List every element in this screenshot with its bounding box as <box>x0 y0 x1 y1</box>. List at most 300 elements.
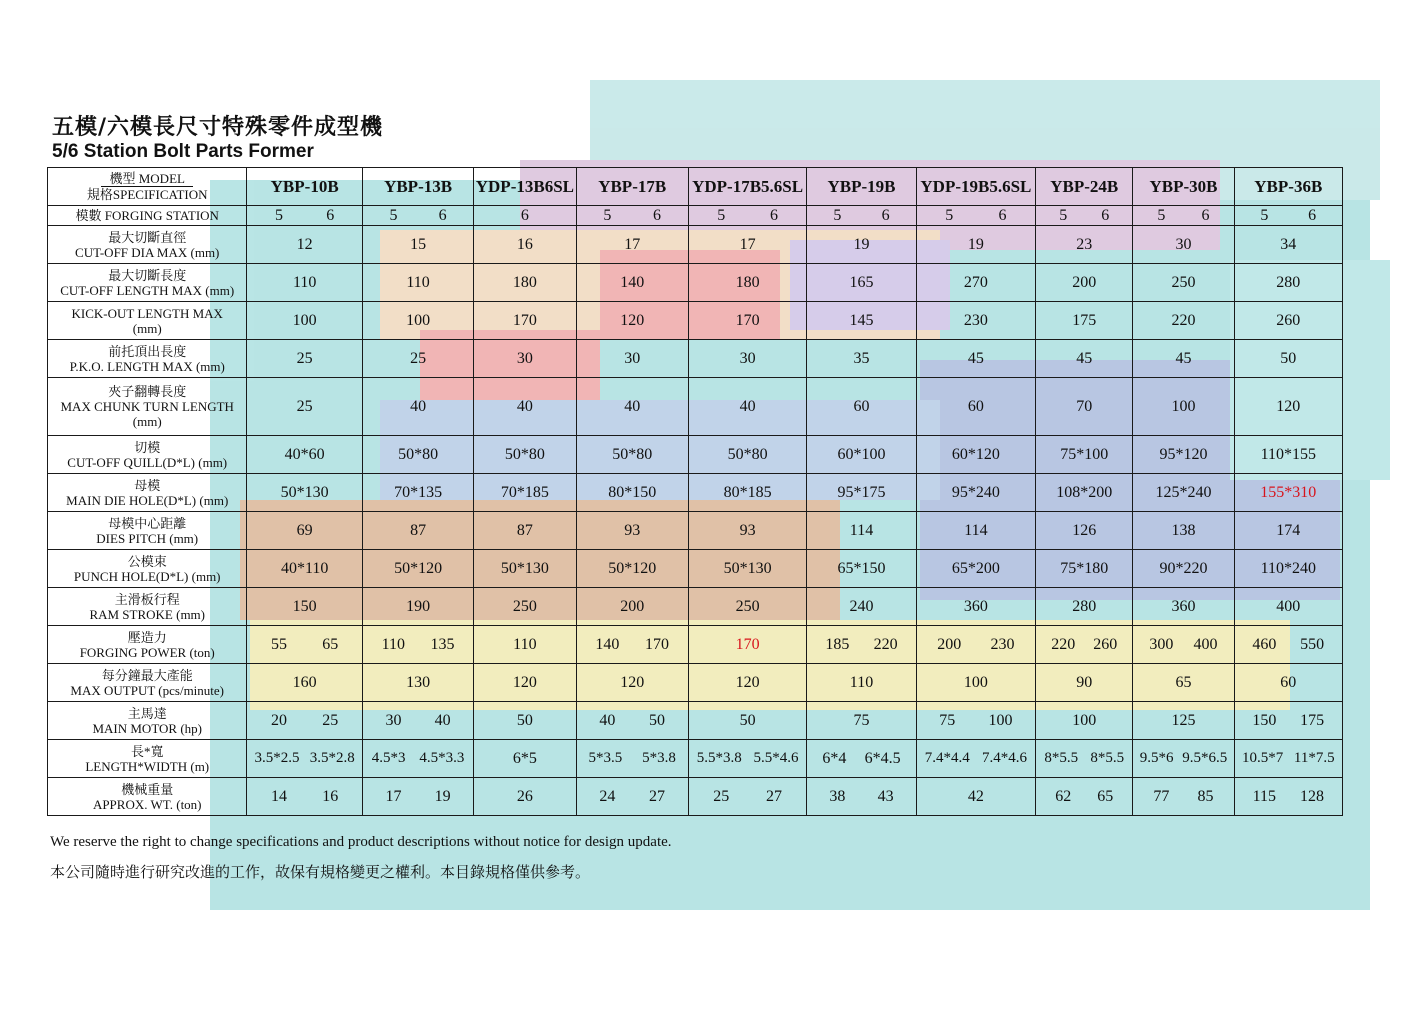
spec-cell <box>688 664 806 702</box>
spec-value: 150 <box>292 598 317 615</box>
row-label-line: 母模中心距離 <box>108 515 187 531</box>
spec-cell <box>1133 588 1234 626</box>
row-label-line: (mm) <box>132 320 162 336</box>
model-header: YBP-36B <box>1234 168 1342 206</box>
spec-value: 220 <box>873 636 898 653</box>
spec-value: 110 <box>406 274 430 291</box>
spec-value: 23 <box>1076 236 1093 253</box>
spec-value: 16 <box>516 236 533 253</box>
spec-value: 128 <box>1299 788 1324 805</box>
row-label-line: 長*寬 <box>130 743 164 759</box>
spec-value: 175 <box>1072 312 1097 329</box>
row-label-line: FORGING POWER (ton) <box>79 644 215 660</box>
spec-value: 90 <box>1076 674 1093 691</box>
spec-cell <box>576 474 688 512</box>
row-label <box>48 740 247 778</box>
spec-value: 175 <box>1300 712 1325 729</box>
spec-value: 70 <box>1076 398 1093 415</box>
spec-cell <box>362 474 473 512</box>
spec-cell <box>688 626 806 664</box>
spec-value: 50*80 <box>612 446 653 463</box>
row-label-line: 公模束 <box>127 553 167 569</box>
spec-cell <box>688 778 806 816</box>
spec-cell <box>807 702 916 740</box>
spec-row <box>48 436 1343 474</box>
spec-cell <box>362 264 473 302</box>
row-label-line: 前托頂出長度 <box>108 343 187 359</box>
spec-value: 125 <box>1171 712 1196 729</box>
spec-value: 250 <box>735 598 760 615</box>
spec-value: 6 <box>438 207 447 224</box>
spec-cell <box>688 512 806 550</box>
model-header: YDP-19B5.6SL <box>916 168 1035 206</box>
spec-value: 230 <box>990 636 1015 653</box>
row-label-line: MAX CHUNK TURN LENGTH <box>60 399 234 414</box>
spec-value: 40 <box>410 398 427 415</box>
spec-value: 6 <box>1201 207 1210 224</box>
row-label-line: 主滑板行程 <box>114 591 180 607</box>
spec-value: 150 <box>1252 712 1277 729</box>
spec-value: 280 <box>1276 274 1301 291</box>
spec-cell <box>1036 206 1133 226</box>
spec-row <box>48 550 1343 588</box>
spec-value: 60*120 <box>951 446 1000 463</box>
spec-table-body <box>48 206 1343 816</box>
row-label <box>48 340 247 378</box>
spec-value: 7.4*4.4 <box>924 750 970 766</box>
spec-cell <box>576 778 688 816</box>
model-header: YDP-17B5.6SL <box>688 168 806 206</box>
spec-cell <box>1234 702 1342 740</box>
spec-cell <box>916 302 1035 340</box>
spec-value: 180 <box>735 274 760 291</box>
spec-value: 170 <box>512 312 537 329</box>
spec-value: 114 <box>849 522 874 539</box>
spec-cell <box>1234 474 1342 512</box>
spec-value: 25 <box>296 350 313 367</box>
spec-value: 170 <box>645 636 670 653</box>
spec-value: 125*240 <box>1155 484 1212 501</box>
spec-cell <box>1036 378 1133 436</box>
spec-cell <box>1133 550 1234 588</box>
spec-cell <box>576 378 688 436</box>
spec-cell <box>807 436 916 474</box>
spec-value: 38 <box>829 788 846 805</box>
disclaimer-english: We reserve the right to change specifications and product descriptions without notice for design update. <box>50 834 672 850</box>
spec-value: 50 <box>516 712 533 729</box>
spec-cell <box>807 302 916 340</box>
spec-cell <box>474 378 576 436</box>
spec-value: 6 <box>520 207 529 224</box>
spec-value: 120 <box>620 674 645 691</box>
spec-value: 8*5.5 <box>1090 750 1125 766</box>
spec-value: 174 <box>1276 522 1301 539</box>
spec-cell <box>916 512 1035 550</box>
spec-cell <box>688 302 806 340</box>
row-label <box>48 588 247 626</box>
spec-value: 27 <box>765 788 782 805</box>
spec-cell <box>576 206 688 226</box>
spec-row <box>48 588 1343 626</box>
spec-cell <box>1036 740 1133 778</box>
spec-cell <box>807 778 916 816</box>
spec-row <box>48 340 1343 378</box>
spec-value: 40 <box>739 398 756 415</box>
spec-cell <box>576 702 688 740</box>
spec-row <box>48 474 1343 512</box>
row-label-line: (mm) <box>132 414 162 429</box>
row-label-line: MAIN DIE HOLE(D*L) (mm) <box>66 492 229 508</box>
spec-cell <box>1036 302 1133 340</box>
spec-cell <box>576 226 688 264</box>
spec-value: 6*4 <box>822 750 847 767</box>
spec-value: 34 <box>1280 236 1297 253</box>
spec-value: 135 <box>430 636 455 653</box>
row-label <box>48 378 247 436</box>
spec-cell <box>1036 550 1133 588</box>
spec-cell <box>247 302 362 340</box>
spec-value: 460 <box>1252 636 1277 653</box>
spec-cell <box>688 436 806 474</box>
spec-value: 87 <box>410 522 427 539</box>
spec-value: 5*3.5 <box>588 750 623 766</box>
spec-value: 75 <box>939 712 956 729</box>
spec-cell <box>1133 626 1234 664</box>
spec-cell <box>916 474 1035 512</box>
spec-value: 35 <box>853 350 870 367</box>
spec-value: 400 <box>1276 598 1301 615</box>
spec-value: 30 <box>1175 236 1192 253</box>
spec-cell <box>362 702 473 740</box>
spec-value: 10.5*7 <box>1241 750 1284 766</box>
row-label <box>48 264 247 302</box>
spec-value: 43 <box>877 788 894 805</box>
spec-cell <box>247 626 362 664</box>
spec-cell <box>1036 340 1133 378</box>
spec-row <box>48 378 1343 436</box>
row-label-line: CUT-OFF DIA MAX (mm) <box>75 244 220 260</box>
spec-cell <box>1133 664 1234 702</box>
spec-cell <box>247 340 362 378</box>
row-label <box>48 512 247 550</box>
spec-value: 50*80 <box>727 446 768 463</box>
spec-value: 14 <box>271 788 288 805</box>
row-label <box>48 436 247 474</box>
row-label <box>48 226 247 264</box>
spec-cell <box>1234 512 1342 550</box>
row-label-line: MAX OUTPUT (pcs/minute) <box>70 682 225 698</box>
spec-cell <box>1234 206 1342 226</box>
spec-cell <box>362 626 473 664</box>
spec-value: 77 <box>1153 788 1170 805</box>
row-label <box>48 550 247 588</box>
spec-cell <box>916 740 1035 778</box>
spec-cell <box>688 588 806 626</box>
spec-value: 100 <box>1072 712 1097 729</box>
spec-row <box>48 626 1343 664</box>
spec-value: 114 <box>964 522 988 539</box>
spec-cell <box>1036 436 1133 474</box>
spec-value: 250 <box>512 598 537 615</box>
row-label-line: P.K.O. LENGTH MAX (mm) <box>69 358 225 374</box>
spec-cell <box>1133 302 1234 340</box>
spec-value: 55 <box>271 636 288 653</box>
spec-cell <box>1133 378 1234 436</box>
spec-cell <box>474 340 576 378</box>
spec-value: 170 <box>735 636 760 653</box>
spec-row <box>48 664 1343 702</box>
spec-value: 3.5*2.5 <box>254 750 300 766</box>
row-label-line: 機械重量 <box>121 781 174 797</box>
spec-value: 6 <box>881 207 890 224</box>
spec-cell <box>362 512 473 550</box>
spec-cell <box>474 474 576 512</box>
spec-cell <box>807 378 916 436</box>
spec-value: 60 <box>853 398 870 415</box>
spec-cell <box>576 512 688 550</box>
row-label <box>48 702 247 740</box>
spec-cell <box>362 378 473 436</box>
spec-cell <box>1234 226 1342 264</box>
spec-cell <box>247 436 362 474</box>
spec-row <box>48 206 1343 226</box>
spec-value: 108*200 <box>1056 484 1113 501</box>
model-header: YDP-13B6SL <box>474 168 576 206</box>
spec-cell <box>807 588 916 626</box>
spec-value: 155*310 <box>1260 484 1317 501</box>
spec-value: 6 <box>769 207 778 224</box>
spec-value: 120 <box>735 674 760 691</box>
spec-value: 30 <box>624 350 641 367</box>
spec-value: 9.5*6.5 <box>1182 750 1228 766</box>
spec-value: 110 <box>292 274 317 291</box>
spec-cell <box>1036 588 1133 626</box>
spec-cell <box>916 436 1035 474</box>
spec-cell <box>916 550 1035 588</box>
spec-value: 50*120 <box>394 560 443 577</box>
spec-value: 6*5 <box>512 750 537 767</box>
spec-value: 65*200 <box>951 560 1000 577</box>
spec-value: 300 <box>1149 636 1174 653</box>
spec-value: 65*150 <box>837 560 886 577</box>
spec-value: 11*7.5 <box>1293 750 1335 766</box>
spec-cell <box>576 302 688 340</box>
spec-value: 40 <box>599 712 616 729</box>
spec-value: 270 <box>963 274 988 291</box>
spec-cell <box>362 664 473 702</box>
spec-value: 50*120 <box>608 560 657 577</box>
spec-cell <box>1036 264 1133 302</box>
spec-value: 100 <box>406 312 431 329</box>
spec-value: 95*175 <box>837 484 886 501</box>
spec-cell <box>1234 740 1342 778</box>
spec-cell <box>1234 302 1342 340</box>
spec-value: 70*185 <box>500 484 549 501</box>
spec-value: 65 <box>322 636 339 653</box>
spec-value: 110 <box>513 636 537 653</box>
spec-value: 30 <box>385 712 402 729</box>
header-row <box>48 168 1343 206</box>
spec-cell <box>1234 664 1342 702</box>
spec-cell <box>474 664 576 702</box>
spec-cell <box>1234 626 1342 664</box>
row-label-line: MAIN MOTOR (hp) <box>92 720 202 736</box>
spec-cell <box>576 626 688 664</box>
disclaimer-chinese: 本公司隨時進行研究改進的工作，故保有規格變更之權利。本目錄規格僅供參考。 <box>50 863 591 881</box>
row-label-line: APPROX. WT. (ton) <box>92 796 202 812</box>
spec-value: 126 <box>1072 522 1097 539</box>
spec-value: 80*150 <box>608 484 657 501</box>
spec-value: 50*130 <box>280 484 329 501</box>
spec-value: 19 <box>853 236 870 253</box>
spec-cell <box>474 740 576 778</box>
spec-cell <box>576 436 688 474</box>
spec-value: 50 <box>649 712 666 729</box>
spec-cell <box>688 702 806 740</box>
row-label-line: CUT-OFF QUILL(D*L) (mm) <box>67 454 228 470</box>
spec-value: 110*240 <box>1260 560 1316 577</box>
spec-value: 50*80 <box>504 446 545 463</box>
spec-cell <box>474 778 576 816</box>
spec-cell <box>807 264 916 302</box>
row-label-line: 切模 <box>134 439 161 455</box>
spec-value: 26 <box>516 788 533 805</box>
spec-cell <box>807 340 916 378</box>
spec-cell <box>1036 226 1133 264</box>
spec-value: 5 <box>603 207 612 224</box>
spec-value: 5*3.8 <box>642 750 676 766</box>
spec-cell <box>576 550 688 588</box>
spec-value: 50*80 <box>398 446 439 463</box>
spec-value: 45 <box>1175 350 1192 367</box>
row-label <box>48 206 247 226</box>
spec-value: 5 <box>945 207 954 224</box>
spec-cell <box>1133 264 1234 302</box>
spec-value: 400 <box>1193 636 1218 653</box>
spec-cell <box>474 550 576 588</box>
spec-row <box>48 740 1343 778</box>
spec-value: 80*185 <box>723 484 772 501</box>
row-label-line: 最大切斷直徑 <box>108 229 187 245</box>
spec-cell <box>474 512 576 550</box>
spec-value: 87 <box>516 522 533 539</box>
spec-value: 17 <box>385 788 402 805</box>
spec-cell <box>688 206 806 226</box>
spec-value: 70*135 <box>394 484 443 501</box>
model-label: 機型 MODEL <box>101 171 192 187</box>
spec-cell <box>688 340 806 378</box>
row-label-line: CUT-OFF LENGTH MAX (mm) <box>60 282 235 298</box>
spec-cell <box>247 206 362 226</box>
spec-value: 165 <box>849 274 874 291</box>
spec-table <box>47 167 1343 816</box>
spec-value: 5 <box>833 207 842 224</box>
spec-value: 40 <box>624 398 641 415</box>
spec-cell <box>1234 550 1342 588</box>
spec-value: 260 <box>1276 312 1301 329</box>
spec-cell <box>688 474 806 512</box>
spec-value: 240 <box>849 598 874 615</box>
spec-value: 200 <box>620 598 645 615</box>
spec-value: 40*110 <box>280 560 329 577</box>
spec-value: 30 <box>739 350 756 367</box>
spec-cell <box>916 340 1035 378</box>
spec-value: 170 <box>735 312 760 329</box>
spec-cell <box>916 588 1035 626</box>
spec-cell <box>916 664 1035 702</box>
spec-value: 17 <box>739 236 756 253</box>
spec-cell <box>362 302 473 340</box>
row-label <box>48 778 247 816</box>
spec-value: 4.5*3.3 <box>419 750 465 766</box>
spec-cell <box>1133 206 1234 226</box>
spec-value: 93 <box>739 522 756 539</box>
spec-value: 6*4.5 <box>864 750 901 767</box>
spec-value: 17 <box>624 236 641 253</box>
spec-value: 6 <box>998 207 1007 224</box>
spec-value: 7.4*4.6 <box>982 750 1028 766</box>
spec-value: 50*130 <box>723 560 772 577</box>
model-header: YBP-30B <box>1133 168 1234 206</box>
spec-cell <box>1036 778 1133 816</box>
spec-value: 200 <box>937 636 962 653</box>
row-label <box>48 302 247 340</box>
model-header: YBP-10B <box>247 168 362 206</box>
spec-value: 138 <box>1171 522 1196 539</box>
spec-value: 95*240 <box>951 484 1000 501</box>
spec-cell <box>688 226 806 264</box>
spec-cell <box>576 340 688 378</box>
spec-value: 5.5*4.6 <box>753 750 799 766</box>
spec-cell <box>1036 512 1133 550</box>
spec-row <box>48 226 1343 264</box>
spec-value: 6 <box>1101 207 1110 224</box>
spec-value: 5 <box>717 207 726 224</box>
spec-value: 15 <box>410 236 427 253</box>
spec-value: 9.5*6 <box>1139 750 1174 766</box>
spec-value: 140 <box>595 636 620 653</box>
model-header: YBP-17B <box>576 168 688 206</box>
spec-cell <box>1234 340 1342 378</box>
spec-cell <box>247 550 362 588</box>
spec-value: 100 <box>1171 398 1196 415</box>
spec-cell <box>1234 378 1342 436</box>
spec-cell <box>247 588 362 626</box>
spec-cell <box>362 740 473 778</box>
spec-value: 40*60 <box>284 446 325 463</box>
spec-cell <box>688 378 806 436</box>
spec-value: 50*130 <box>500 560 549 577</box>
spec-value: 110*155 <box>1260 446 1316 463</box>
spec-cell <box>247 778 362 816</box>
header-label-cell <box>48 168 247 206</box>
spec-cell <box>362 550 473 588</box>
spec-value: 200 <box>1072 274 1097 291</box>
specification-label: 規格SPECIFICATION <box>86 187 208 202</box>
spec-value: 25 <box>410 350 427 367</box>
spec-cell <box>1234 264 1342 302</box>
spec-value: 93 <box>624 522 641 539</box>
spec-value: 60*100 <box>837 446 886 463</box>
spec-value: 230 <box>963 312 988 329</box>
title-english: 5/6 Station Bolt Parts Former <box>52 141 314 162</box>
spec-value: 60 <box>967 398 984 415</box>
spec-cell <box>1234 436 1342 474</box>
spec-value: 25 <box>713 788 730 805</box>
spec-cell <box>474 626 576 664</box>
spec-value: 45 <box>967 350 984 367</box>
spec-value: 550 <box>1300 636 1325 653</box>
